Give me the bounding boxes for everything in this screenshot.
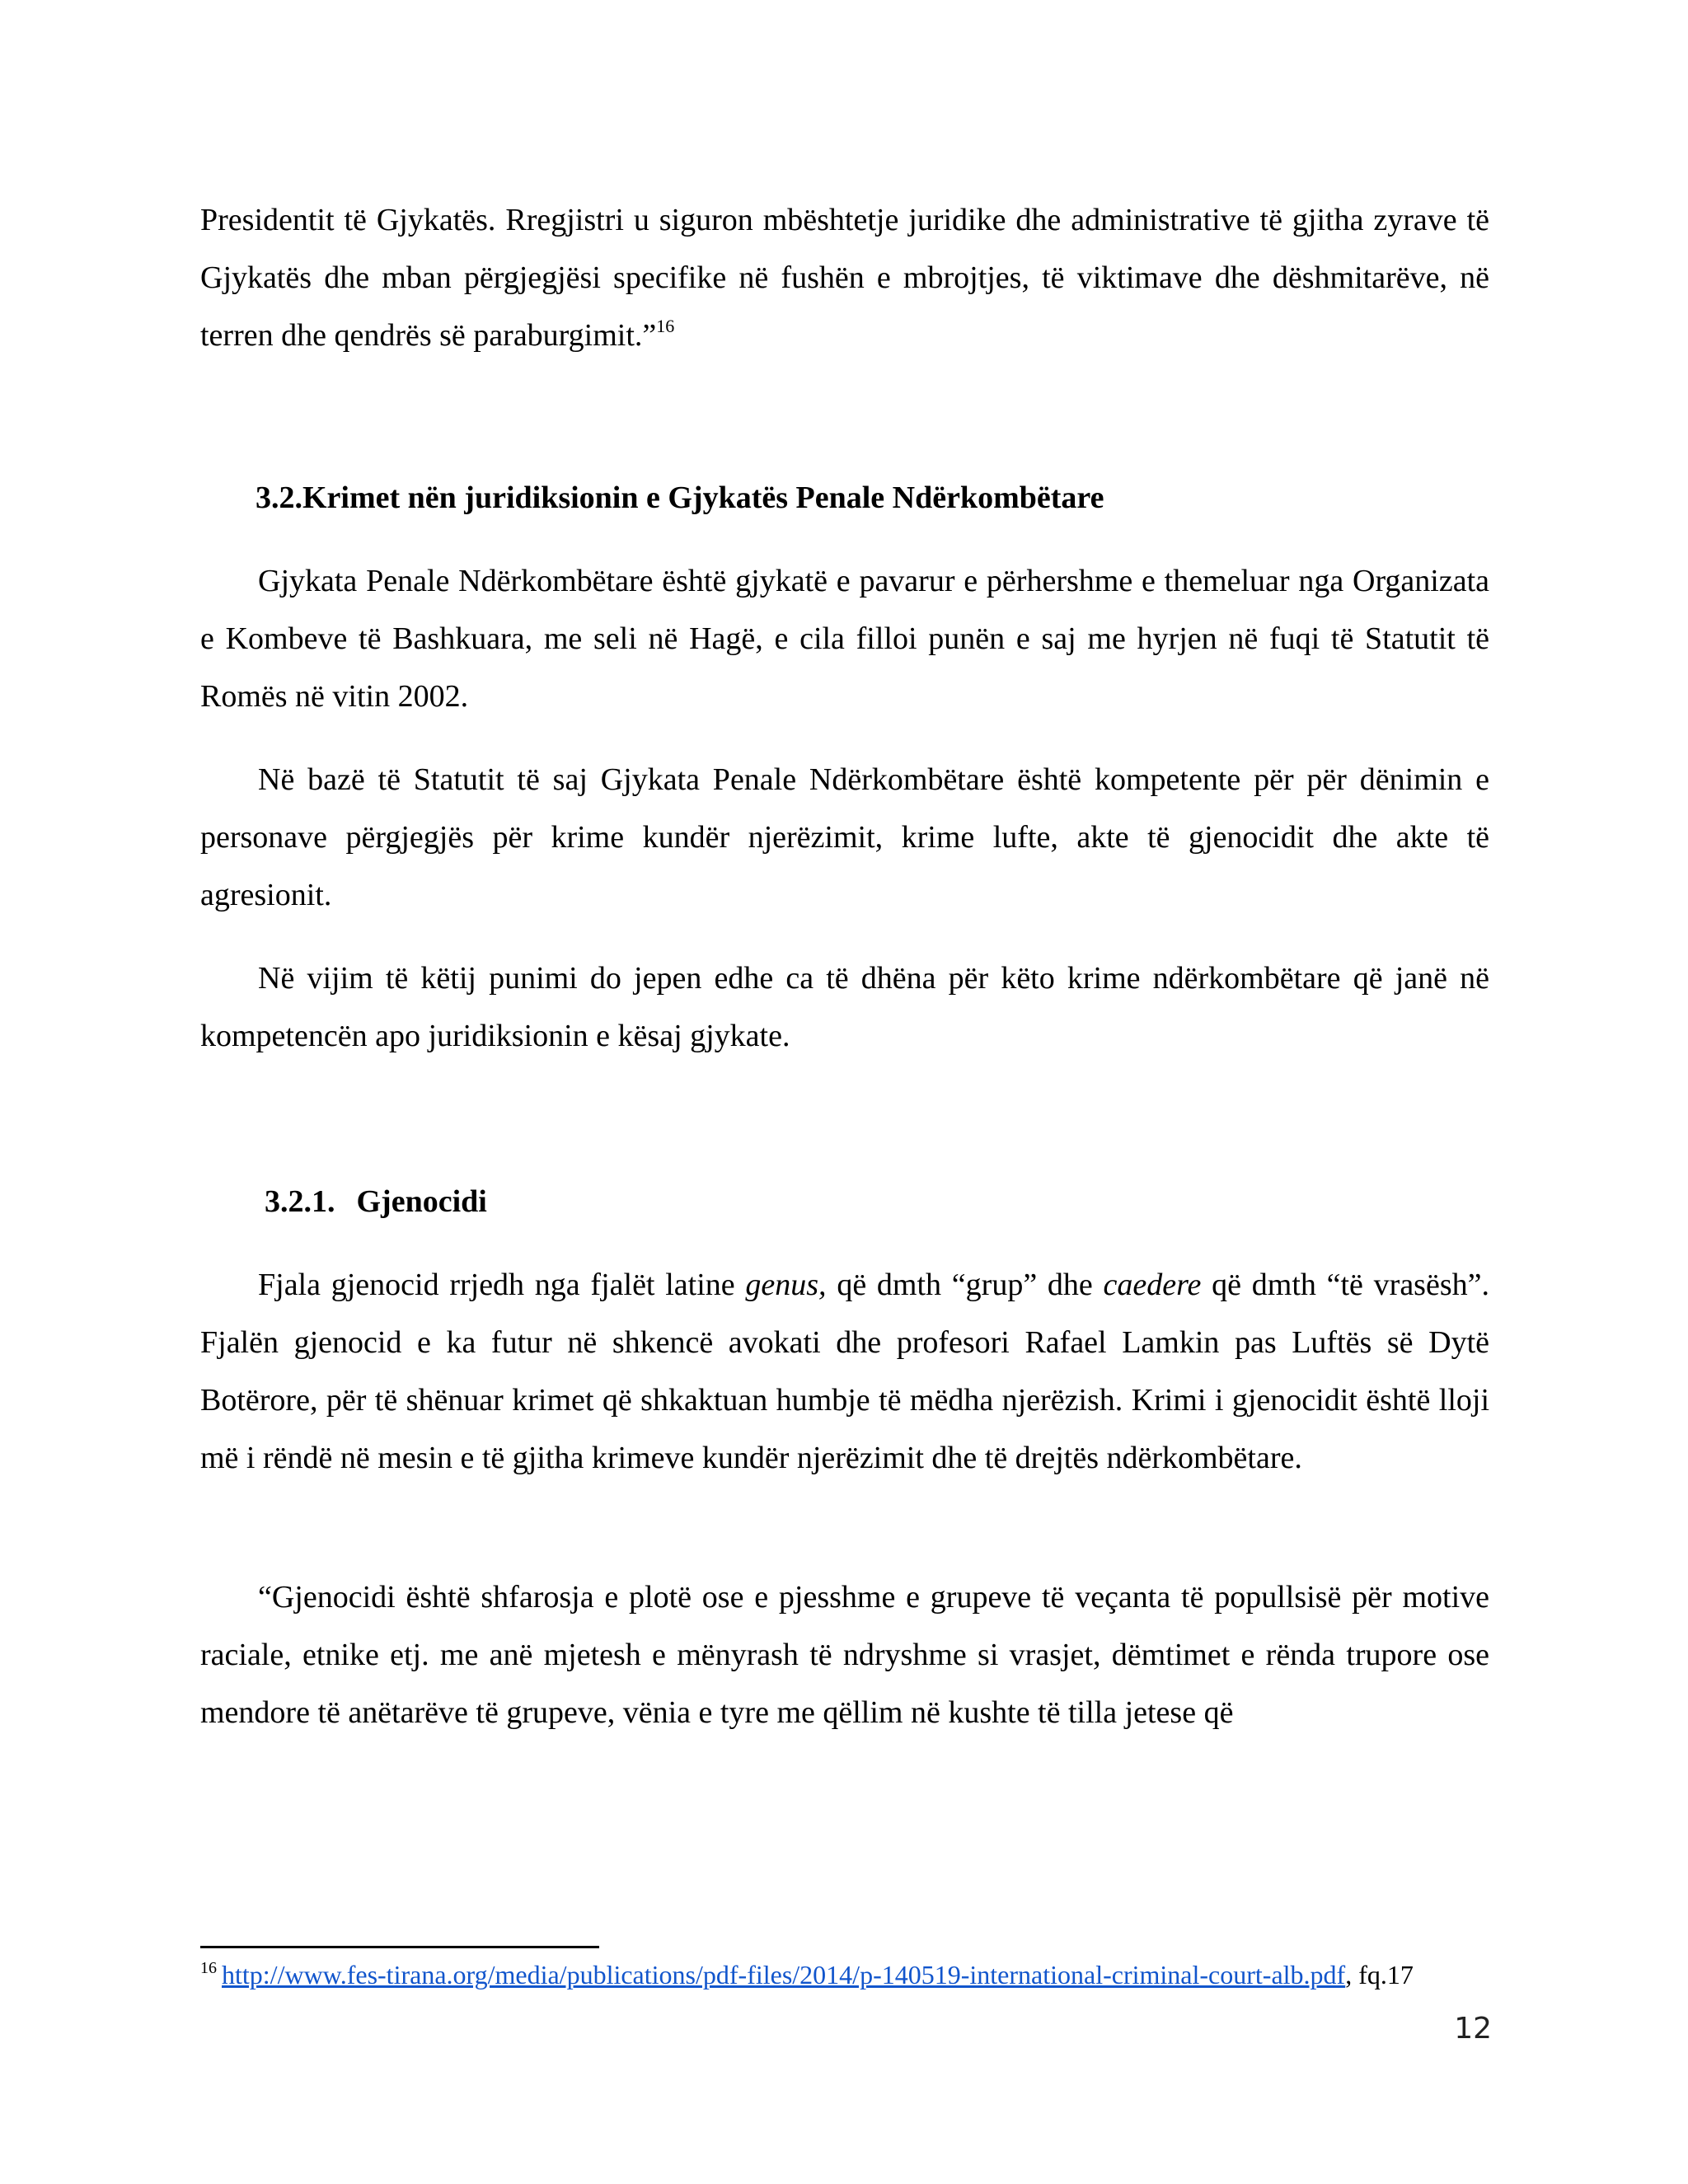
footnote-link[interactable]: http://www.fes-tirana.org/media/publications/pdf-files/2014/p-140519-international-criminal-court-alb.pdf [222, 1960, 1346, 1990]
page-number: 12 [1454, 2012, 1492, 2046]
heading-number: 3.2.1. [265, 1184, 335, 1219]
paragraph-genocide-definition: “Gjenocidi është shfarosja e plotë ose e pjesshme e grupeve të veçanta të popullsisë për motive raciale, etnike etj. me anë mjetesh e mënyrash të ndryshme si vrasjet, dëmtimet e rënda trupore ose mendore të anëtarëve të grupeve, vënia e tyre me qëllim në kushte të tilla jetese që [200, 1580, 1489, 1730]
paragraph-genocide-etymology [200, 1256, 1489, 1487]
text-run: që dmth “grup” dhe [826, 1268, 1104, 1302]
footnote-marker: 16 [200, 1959, 217, 1977]
paragraph-icc-competence: Në bazë të Statutit të saj Gjykata Penale Ndërkombëtare është kompetente për për dënimin e personave përgjegjës për krime kundër njerëzimit, krime lufte, akte të gjenocidit dhe akte të agresionit. [200, 762, 1489, 912]
paragraph-registry-continuation [200, 191, 1489, 364]
paragraph-following-crimes: Në vijim të këtij punimi do jepen edhe ca të dhëna për këto krime ndërkombëtare që janë në kompetencën apo juridiksionin e kësaj gjykate. [200, 961, 1489, 1053]
text-run: që dmth “të vrasësh”. Fjalën gjenocid e ka futur në shkencë avokati dhe profesori Rafael Lamkin pas Luftës së Dytë Botërore, për të shënuar krimet që shkaktuan humbje të mëdha njerëzish. Krimi i gjenocidit është lloji më i rëndë në mesin e të gjitha krimeve kundër njerëzimit dhe të drejtës ndërkombëtare. [200, 1268, 1489, 1475]
footnote-reference[interactable]: 16 [656, 316, 675, 336]
section-heading-3-2: 3.2.Krimet nën juridiksionin e Gjykatës Penale Ndërkombëtare [256, 480, 1104, 515]
text-run: Fjala gjenocid rrjedh nga fjalët latine [258, 1268, 746, 1302]
footnote-suffix: , fq.17 [1345, 1960, 1414, 1990]
paragraph-text: Presidentit të Gjykatës. Rregjistri u siguron mbështetje juridike dhe administrative të gjitha zyrave të Gjykatës dhe mban përgjegjësi specifike në fushën e mbrojtjes, të viktimave dhe dëshmitarëve, në terren dhe qendrës së paraburgimit.” [200, 203, 1489, 353]
heading-title: Gjenocidi [356, 1184, 487, 1219]
latin-term-caedere: caedere [1103, 1268, 1202, 1302]
footnote-16 [200, 1957, 1519, 1993]
section-heading-3-2-1 [265, 1173, 487, 1230]
footnote-separator [200, 1946, 599, 1948]
latin-term-genus: genus, [745, 1268, 827, 1302]
paragraph-icc-description: Gjykata Penale Ndërkombëtare është gjykatë e pavarur e përhershme e themeluar nga Organizata e Kombeve të Bashkuara, me seli në Hagë, e cila filloi punën e saj me hyrjen në fuqi të Statutit të Romës në vitin 2002. [200, 564, 1489, 714]
